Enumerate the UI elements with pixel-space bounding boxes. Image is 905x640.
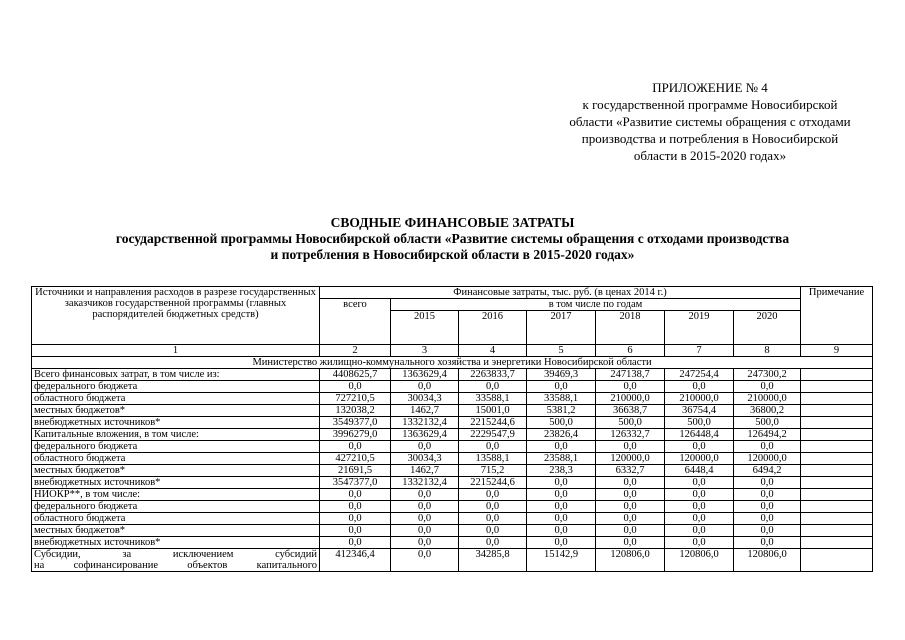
value-cell: 1462,7 xyxy=(391,465,459,477)
column-number: 9 xyxy=(801,345,873,357)
value-cell: 238,3 xyxy=(527,465,596,477)
value-cell: 120000,0 xyxy=(596,453,665,465)
table-row xyxy=(32,525,873,537)
section-row xyxy=(32,357,873,369)
value-cell: 0,0 xyxy=(459,381,527,393)
note-cell xyxy=(801,429,873,441)
value-cell: 120000,0 xyxy=(734,453,801,465)
value-cell: 1363629,4 xyxy=(391,369,459,381)
note-cell xyxy=(801,465,873,477)
value-cell: 0,0 xyxy=(596,525,665,537)
value-cell: 0,0 xyxy=(665,501,734,513)
value-cell: 33588,1 xyxy=(459,393,527,405)
value-cell: 0,0 xyxy=(596,513,665,525)
row-label: местных бюджетов* xyxy=(32,465,320,477)
row-label: внебюджетных источников* xyxy=(32,477,320,489)
row-label xyxy=(32,549,320,572)
value-cell: 0,0 xyxy=(320,525,391,537)
value-cell: 0,0 xyxy=(391,513,459,525)
value-cell: 0,0 xyxy=(734,537,801,549)
value-cell: 1462,7 xyxy=(391,405,459,417)
appendix-line: области «Развитие системы обращения с отходами xyxy=(569,114,851,129)
note-cell xyxy=(801,537,873,549)
value-cell: 30034,3 xyxy=(391,453,459,465)
table-row xyxy=(32,441,873,453)
value-cell: 0,0 xyxy=(665,441,734,453)
value-cell: 0,0 xyxy=(459,501,527,513)
value-cell: 1363629,4 xyxy=(391,429,459,441)
value-cell: 0,0 xyxy=(320,513,391,525)
value-cell: 0,0 xyxy=(527,525,596,537)
value-cell: 126332,7 xyxy=(596,429,665,441)
value-cell: 120806,0 xyxy=(596,549,665,572)
note-cell xyxy=(801,369,873,381)
value-cell: 3547377,0 xyxy=(320,477,391,489)
value-cell: 247138,7 xyxy=(596,369,665,381)
value-cell: 23826,4 xyxy=(527,429,596,441)
header-total: всего xyxy=(320,299,391,345)
value-cell: 0,0 xyxy=(391,537,459,549)
value-cell: 0,0 xyxy=(665,537,734,549)
appendix-block xyxy=(540,79,880,164)
note-cell xyxy=(801,441,873,453)
value-cell: 126494,2 xyxy=(734,429,801,441)
note-cell xyxy=(801,525,873,537)
title-main: СВОДНЫЕ ФИНАНСОВЫЕ ЗАТРАТЫ xyxy=(330,215,575,230)
header-year: 2020 xyxy=(734,311,801,345)
row-label: внебюджетных источников* xyxy=(32,537,320,549)
value-cell: 15142,9 xyxy=(527,549,596,572)
value-cell: 247300,2 xyxy=(734,369,801,381)
row-label-line: Субсидии, за исключением субсидий xyxy=(34,549,317,560)
value-cell: 39469,3 xyxy=(527,369,596,381)
value-cell: 0,0 xyxy=(596,501,665,513)
row-label-line: на софинансирование объектов капитального xyxy=(34,560,317,571)
value-cell: 21691,5 xyxy=(320,465,391,477)
value-cell: 0,0 xyxy=(734,381,801,393)
header-year: 2015 xyxy=(391,311,459,345)
value-cell: 0,0 xyxy=(665,513,734,525)
value-cell: 4408625,7 xyxy=(320,369,391,381)
row-label: федерального бюджета xyxy=(32,501,320,513)
value-cell: 0,0 xyxy=(596,477,665,489)
value-cell: 0,0 xyxy=(596,489,665,501)
value-cell: 210000,0 xyxy=(596,393,665,405)
value-cell: 2215244,6 xyxy=(459,477,527,489)
value-cell: 0,0 xyxy=(527,477,596,489)
title-subtitle: государственной программы Новосибирской области «Развитие системы обращения с отходами производства xyxy=(115,231,790,246)
header-note: Примечание xyxy=(801,287,873,345)
value-cell: 0,0 xyxy=(527,489,596,501)
value-cell: 0,0 xyxy=(459,489,527,501)
value-cell: 6448,4 xyxy=(665,465,734,477)
value-cell: 500,0 xyxy=(527,417,596,429)
value-cell: 0,0 xyxy=(391,381,459,393)
appendix-line: производства и потребления в Новосибирской xyxy=(581,131,839,146)
note-cell xyxy=(801,549,873,572)
table-row xyxy=(32,417,873,429)
table-row xyxy=(32,549,873,572)
value-cell: 427210,5 xyxy=(320,453,391,465)
appendix-line: к государственной программе Новосибирской xyxy=(582,97,838,112)
financial-costs-table xyxy=(31,286,873,572)
value-cell: 0,0 xyxy=(665,489,734,501)
value-cell: 13588,1 xyxy=(459,453,527,465)
table-row xyxy=(32,369,873,381)
value-cell: 0,0 xyxy=(320,441,391,453)
value-cell: 126448,4 xyxy=(665,429,734,441)
value-cell: 0,0 xyxy=(391,501,459,513)
row-label: областного бюджета xyxy=(32,453,320,465)
value-cell: 132038,2 xyxy=(320,405,391,417)
value-cell: 0,0 xyxy=(527,501,596,513)
appendix-line: области в 2015-2020 годах» xyxy=(633,148,787,163)
note-cell xyxy=(801,453,873,465)
column-number: 7 xyxy=(665,345,734,357)
value-cell: 120000,0 xyxy=(665,453,734,465)
value-cell: 210000,0 xyxy=(734,393,801,405)
row-label: Всего финансовых затрат, в том числе из: xyxy=(32,369,320,381)
value-cell: 0,0 xyxy=(459,525,527,537)
value-cell: 0,0 xyxy=(734,513,801,525)
table-row xyxy=(32,489,873,501)
note-cell xyxy=(801,513,873,525)
value-cell: 5381,2 xyxy=(527,405,596,417)
column-number: 6 xyxy=(596,345,665,357)
column-number: 5 xyxy=(527,345,596,357)
note-cell xyxy=(801,477,873,489)
table-row xyxy=(32,381,873,393)
value-cell: 0,0 xyxy=(596,381,665,393)
value-cell: 36754,4 xyxy=(665,405,734,417)
value-cell: 0,0 xyxy=(596,441,665,453)
value-cell: 30034,3 xyxy=(391,393,459,405)
value-cell: 500,0 xyxy=(596,417,665,429)
value-cell: 0,0 xyxy=(527,381,596,393)
table-row xyxy=(32,477,873,489)
column-number: 4 xyxy=(459,345,527,357)
value-cell: 6494,2 xyxy=(734,465,801,477)
value-cell: 0,0 xyxy=(391,525,459,537)
column-number: 3 xyxy=(391,345,459,357)
table-row xyxy=(32,513,873,525)
value-cell: 0,0 xyxy=(527,537,596,549)
value-cell: 3996279,0 xyxy=(320,429,391,441)
header-year: 2017 xyxy=(527,311,596,345)
appendix-heading: ПРИЛОЖЕНИЕ № 4 xyxy=(652,80,768,95)
column-number: 8 xyxy=(734,345,801,357)
table-row xyxy=(32,429,873,441)
note-cell xyxy=(801,489,873,501)
row-label: местных бюджетов* xyxy=(32,405,320,417)
note-cell xyxy=(801,405,873,417)
document-title xyxy=(0,215,905,263)
value-cell: 0,0 xyxy=(734,441,801,453)
note-cell xyxy=(801,381,873,393)
value-cell: 3549377,0 xyxy=(320,417,391,429)
value-cell: 0,0 xyxy=(320,381,391,393)
value-cell: 1332132,4 xyxy=(391,417,459,429)
value-cell: 120806,0 xyxy=(665,549,734,572)
value-cell: 33588,1 xyxy=(527,393,596,405)
header-year: 2018 xyxy=(596,311,665,345)
column-numbers-row xyxy=(32,345,873,357)
value-cell: 23588,1 xyxy=(527,453,596,465)
value-cell: 0,0 xyxy=(665,381,734,393)
value-cell: 0,0 xyxy=(459,441,527,453)
value-cell: 727210,5 xyxy=(320,393,391,405)
header-by-years: в том числе по годам xyxy=(391,299,801,311)
value-cell: 15001,0 xyxy=(459,405,527,417)
value-cell: 715,2 xyxy=(459,465,527,477)
table-row xyxy=(32,501,873,513)
value-cell: 2263833,7 xyxy=(459,369,527,381)
value-cell: 0,0 xyxy=(596,537,665,549)
table-row xyxy=(32,537,873,549)
value-cell: 6332,7 xyxy=(596,465,665,477)
table-row xyxy=(32,393,873,405)
row-label: областного бюджета xyxy=(32,513,320,525)
row-label: областного бюджета xyxy=(32,393,320,405)
value-cell: 500,0 xyxy=(665,417,734,429)
value-cell: 0,0 xyxy=(734,477,801,489)
table-row xyxy=(32,405,873,417)
row-label: Капитальные вложения, в том числе: xyxy=(32,429,320,441)
note-cell xyxy=(801,501,873,513)
value-cell: 0,0 xyxy=(665,525,734,537)
header-row xyxy=(32,287,873,299)
row-label: НИОКР**, в том числе: xyxy=(32,489,320,501)
value-cell: 247254,4 xyxy=(665,369,734,381)
value-cell: 0,0 xyxy=(320,501,391,513)
table-row xyxy=(32,453,873,465)
value-cell: 0,0 xyxy=(459,513,527,525)
value-cell: 2229547,9 xyxy=(459,429,527,441)
value-cell: 0,0 xyxy=(734,525,801,537)
value-cell: 0,0 xyxy=(527,441,596,453)
value-cell: 500,0 xyxy=(734,417,801,429)
value-cell: 0,0 xyxy=(391,489,459,501)
header-year: 2019 xyxy=(665,311,734,345)
value-cell: 412346,4 xyxy=(320,549,391,572)
value-cell: 210000,0 xyxy=(665,393,734,405)
value-cell: 0,0 xyxy=(527,513,596,525)
value-cell: 0,0 xyxy=(320,489,391,501)
value-cell: 1332132,4 xyxy=(391,477,459,489)
value-cell: 36638,7 xyxy=(596,405,665,417)
value-cell: 0,0 xyxy=(459,537,527,549)
value-cell: 0,0 xyxy=(734,489,801,501)
column-number: 1 xyxy=(32,345,320,357)
note-cell xyxy=(801,417,873,429)
row-label: местных бюджетов* xyxy=(32,525,320,537)
value-cell: 0,0 xyxy=(665,477,734,489)
title-subtitle: и потребления в Новосибирской области в 2015-2020 годах» xyxy=(270,247,635,262)
value-cell: 0,0 xyxy=(391,441,459,453)
row-label: внебюджетных источников* xyxy=(32,417,320,429)
note-cell xyxy=(801,393,873,405)
value-cell: 0,0 xyxy=(734,501,801,513)
header-year: 2016 xyxy=(459,311,527,345)
section-title: Министерство жилищно-коммунального хозяйства и энергетики Новосибирской области xyxy=(32,357,873,369)
row-label: федерального бюджета xyxy=(32,381,320,393)
value-cell: 0,0 xyxy=(391,549,459,572)
table-row xyxy=(32,465,873,477)
header-financial: Финансовые затраты, тыс. руб. (в ценах 2014 г.) xyxy=(320,287,801,299)
row-label: федерального бюджета xyxy=(32,441,320,453)
value-cell: 2215244,6 xyxy=(459,417,527,429)
value-cell: 34285,8 xyxy=(459,549,527,572)
value-cell: 0,0 xyxy=(320,537,391,549)
column-number: 2 xyxy=(320,345,391,357)
header-sources: Источники и направления расходов в разрезе государственных заказчиков государственной программы (главных распорядителей бюджетных средств) xyxy=(32,287,320,345)
value-cell: 36800,2 xyxy=(734,405,801,417)
value-cell: 120806,0 xyxy=(734,549,801,572)
